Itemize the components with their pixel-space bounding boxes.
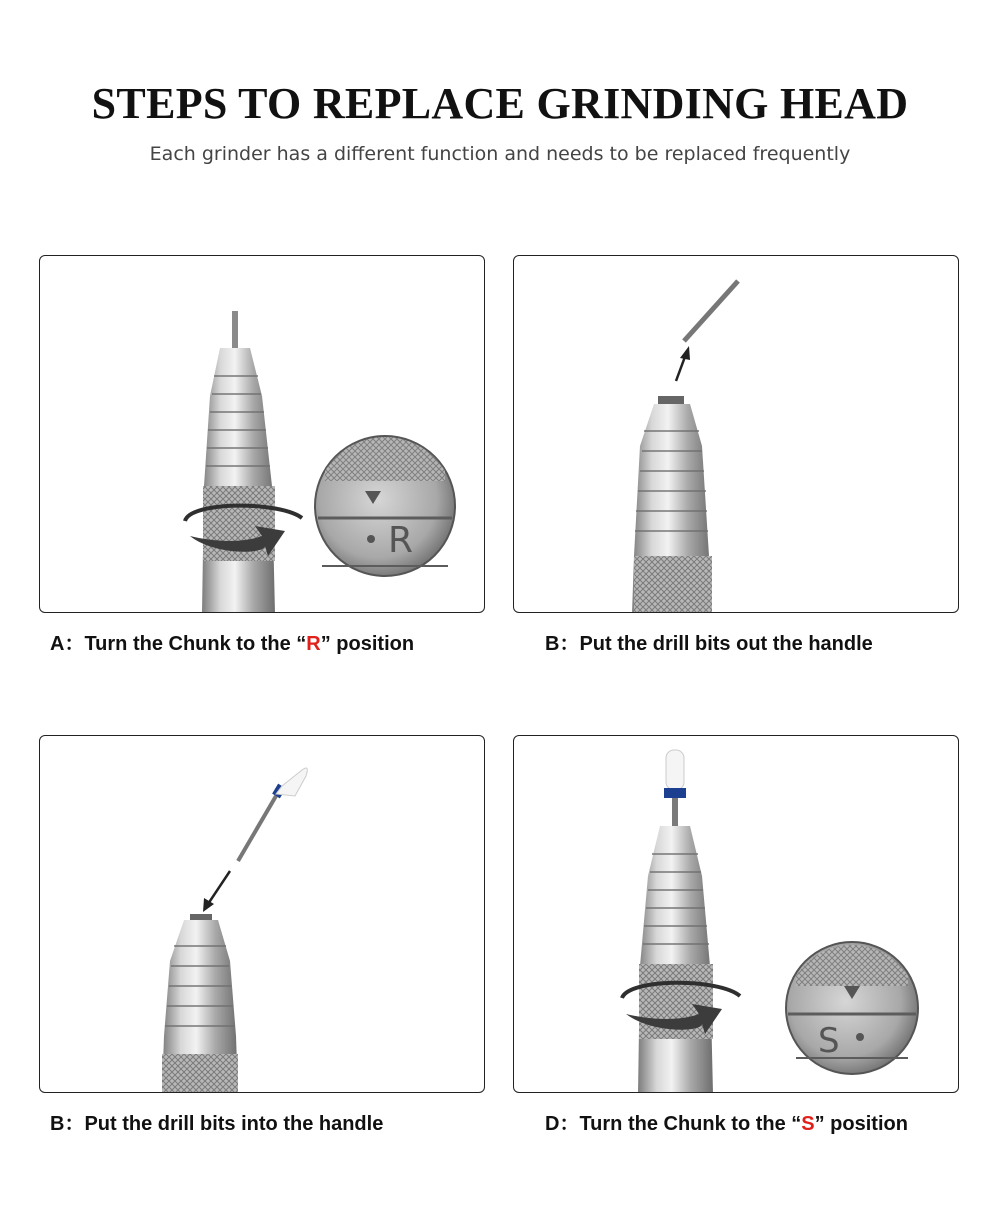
caption-text: D：Turn the Chunk to the “: [545, 1113, 802, 1135]
caption-text: A：Turn the Chunk to the “: [50, 633, 307, 655]
step-a-caption: [50, 627, 414, 656]
zoom-letter: R: [388, 520, 414, 561]
page-title: STEPS TO REPLACE GRINDING HEAD: [91, 79, 909, 128]
step-d-caption: [545, 1107, 908, 1136]
page-subtitle: Each grinder has a different function and needs to be replaced frequently: [149, 143, 851, 165]
in-arrow-head: [203, 898, 214, 912]
step-a-panel: [39, 255, 485, 613]
chuck-knurl: [634, 556, 712, 613]
in-arrow: [208, 871, 230, 904]
step-c-caption: B：Put the drill bits into the handle: [50, 1113, 384, 1135]
zoom-detail-r: [315, 436, 455, 576]
drill-shaft: [232, 311, 238, 351]
zoom-detail-s: [786, 942, 918, 1074]
chuck-knurl: [162, 1054, 238, 1093]
step-c-panel: [39, 735, 485, 1093]
step-c-illustration: [40, 736, 485, 1093]
ceramic-drill-bit: [664, 750, 686, 828]
caption-text: ” position: [320, 633, 415, 655]
step-d-illustration: [514, 736, 959, 1093]
step-a-illustration: [40, 256, 485, 613]
handle-body: [202, 348, 275, 613]
caption-highlight: S: [801, 1113, 815, 1135]
drill-bit-shaft: [684, 281, 738, 341]
ceramic-drill-bit: [238, 768, 307, 861]
step-d-panel: [513, 735, 959, 1093]
step-b-illustration: [514, 256, 959, 613]
step-b-panel: [513, 255, 959, 613]
out-arrow-head: [680, 346, 690, 360]
step-b-caption: B：Put the drill bits out the handle: [545, 633, 873, 655]
handle-body: [638, 826, 713, 1093]
zoom-letter: S: [818, 1021, 840, 1061]
caption-text: ” position: [814, 1113, 908, 1135]
caption-highlight: R: [306, 633, 321, 655]
